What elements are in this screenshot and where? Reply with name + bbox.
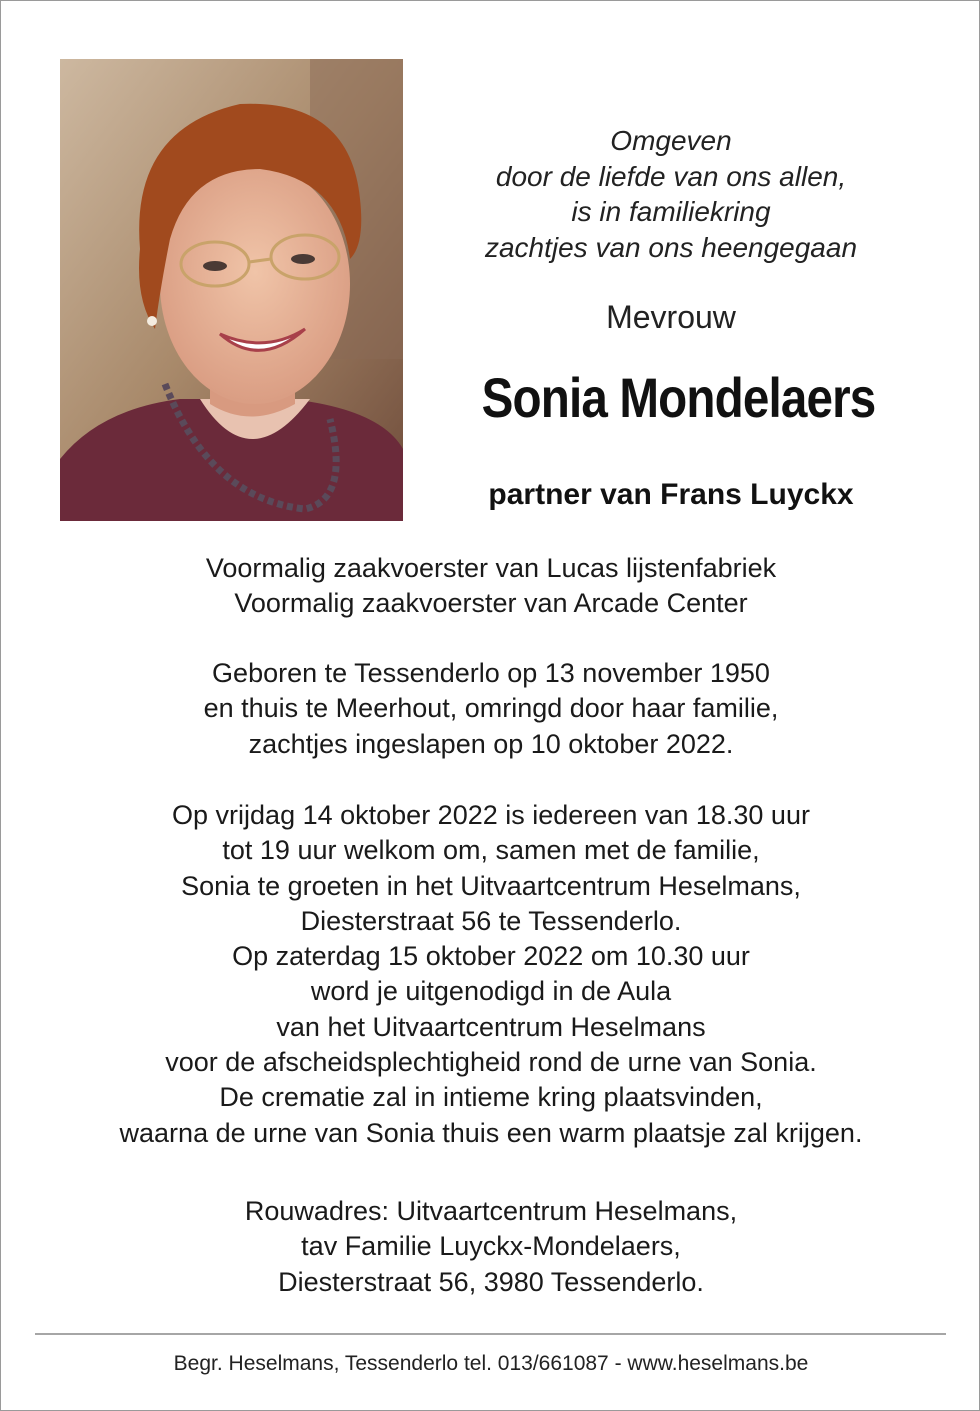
text-line: Sonia te groeten in het Uitvaartcentrum Heselmans, xyxy=(181,870,801,901)
portrait-icon xyxy=(60,59,403,521)
birth-death-info xyxy=(1,656,980,762)
text-line: Diesterstraat 56 te Tessenderlo. xyxy=(300,905,682,936)
poem-line: is in familiekring xyxy=(571,196,771,227)
text-line: waarna de urne van Sonia thuis een warm plaatsje zal krijgen. xyxy=(119,1117,863,1148)
honorific: Mevrouw xyxy=(606,299,736,335)
footer-divider xyxy=(35,1333,946,1335)
text-line: Op zaterdag 15 oktober 2022 om 10.30 uur xyxy=(232,941,750,972)
text-line: van het Uitvaartcentrum Heselmans xyxy=(276,1011,706,1042)
text-line: word je uitgenodigd in de Aula xyxy=(310,976,672,1007)
poem-line: door de liefde van ons allen, xyxy=(495,160,847,192)
text-line: De crematie zal in intieme kring plaatsvinden, xyxy=(219,1082,763,1113)
portrait-photo xyxy=(60,59,403,521)
text-line: tot 19 uur welkom om, samen met de familie, xyxy=(222,835,760,866)
occupation-line: Voormalig zaakvoerster van Lucas lijstenfabriek xyxy=(205,553,777,583)
address-line: Rouwadres: Uitvaartcentrum Heselmans, xyxy=(244,1196,738,1226)
poem xyxy=(421,123,921,265)
address-line: Diesterstraat 56, 3980 Tessenderlo. xyxy=(278,1266,704,1297)
funeral-home-footer: Begr. Heselmans, Tessenderlo tel. 013/661087 - www.heselmans.be xyxy=(173,1352,809,1375)
poem-line: Omgeven xyxy=(610,125,732,156)
text-line: voor de afscheidsplechtigheid rond de urne van Sonia. xyxy=(165,1047,817,1078)
ceremony-info xyxy=(1,798,980,1151)
partner-line: partner van Frans Luyckx xyxy=(488,478,854,511)
text-line: Op vrijdag 14 oktober 2022 is iedereen van 18.30 uur xyxy=(172,800,810,830)
mourning-address xyxy=(1,1194,980,1300)
occupations xyxy=(1,551,980,622)
address-line: tav Familie Luyckx-Mondelaers, xyxy=(301,1231,681,1262)
text-line: Geboren te Tessenderlo op 13 november 1950 xyxy=(212,658,770,688)
occupation-line: Voormalig zaakvoerster van Arcade Center xyxy=(234,588,748,619)
text-line: zachtjes ingeslapen op 10 oktober 2022. xyxy=(248,728,734,759)
poem-line: zachtjes van ons heengegaan xyxy=(484,231,858,263)
text-line: en thuis te Meerhout, omringd door haar familie, xyxy=(203,693,779,724)
deceased-name: Sonia Mondelaers xyxy=(481,366,876,429)
